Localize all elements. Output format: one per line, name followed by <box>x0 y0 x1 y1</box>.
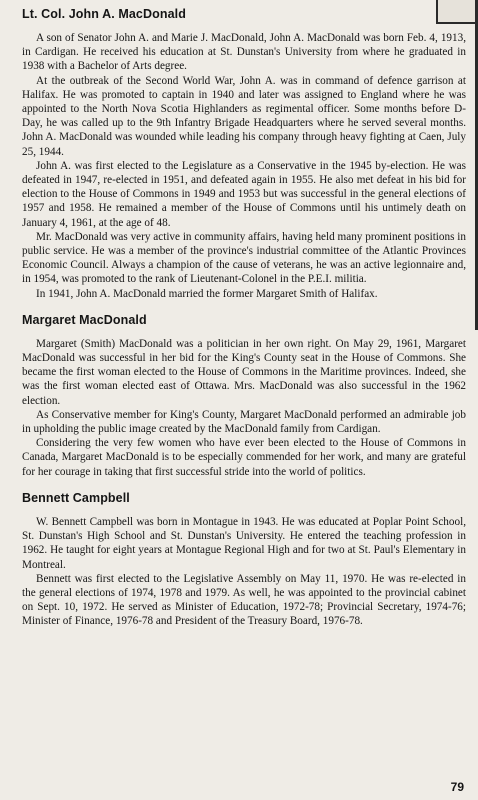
paragraph: As Conservative member for King's County, Margaret MacDonald performed an admirable job in upholding the public image created by the MacDonald family from Cardigan. <box>22 408 466 436</box>
section-heading: Lt. Col. John A. MacDonald <box>22 7 186 21</box>
paragraph: In 1941, John A. MacDonald married the former Margaret Smith of Halifax. <box>36 287 378 300</box>
section-bennett-campbell <box>22 491 466 629</box>
paragraph: Considering the very few women who have ever been elected to the House of Commons in Canada, Margaret MacDonald is to be especially commended for her work, and many are grateful for her courage in taking that first successful stride into the world of politics. <box>22 437 466 478</box>
paragraph: Bennett was first elected to the Legislative Assembly on May 11, 1970. He was re-elected in the general elections of 1974, 1978 and 1979. As well, he was appointed to the provincial cabinet on Sept. 10, 1972. He served as Minister of Education, 1972-78; Provincial Secretary, 1974-76; Minister of Finance, 1976-78 and President of the Treasury Board, 1976-78. <box>22 572 466 628</box>
paragraph: At the outbreak of the Second World War, John A. was in command of defence garrison at Halifax. He was promoted to captain in 1940 and later was assigned to England where he was appointed to the North Nova Scotia Highlanders as regimental officer. Some months before D-Day, he was called up to the 9th Infantry Brigade Headquarters where he served several months. John A. MacDonald was wounded while leading his company through heavy fighting at Caen, July 25, 1944. <box>22 74 466 158</box>
paragraph: A son of Senator John A. and Marie J. MacDonald, John A. MacDonald was born Feb. 4, 1913, in Cardigan. He received his education at St. Dunstan's University from where he graduated in 1938 with a Bachelor of Arts degree. <box>22 32 466 73</box>
section-margaret-macdonald <box>22 313 466 479</box>
paragraph: John A. was first elected to the Legislature as a Conservative in the 1945 by-election. He was defeated in 1947, re-elected in 1951, and defeated again in 1955. He also met defeat in his bid for election to the House of Commons in 1949 and 1953 but was successful in the general elections of 1957 and 1958. He remained a member of the House of Commons until his untimely death on January 4, 1961, at the age of 48. <box>22 159 466 229</box>
section-heading: Bennett Campbell <box>22 490 130 505</box>
paragraph: Mr. MacDonald was very active in community affairs, having held many prominent positions in public service. He was a member of the province's industrial committee of the Atlantic Provinces Economic Council. Always a champion of the cause of veterans, he was an active legionnaire and, in 1954, was promoted to the rank of Lieutenant-Colonel in the P.E.I. militia. <box>22 230 466 286</box>
page-number: 79 <box>450 780 464 794</box>
adjacent-page-edge <box>436 0 478 24</box>
section-john-a-macdonald <box>22 7 466 301</box>
section-heading: Margaret MacDonald <box>22 312 147 327</box>
paragraph: W. Bennett Campbell was born in Montague in 1943. He was educated at Poplar Point School, St. Dunstan's High School and St. Dunstan's University. He entered the teaching profession in 1962. He taught for eight years at Montague Regional High and for two at St. Paul's Elementary in Montreal. <box>22 515 466 571</box>
paragraph: Margaret (Smith) MacDonald was a politician in her own right. On May 29, 1961, Margaret MacDonald was successful in her bid for the King's County seat in the House of Commons. She became the first woman elected to the House of Commons in the Maritime provinces. Indeed, she was the first woman elected east of Ottawa. Mrs. MacDonald was also successful in the 1962 election. <box>22 337 466 407</box>
